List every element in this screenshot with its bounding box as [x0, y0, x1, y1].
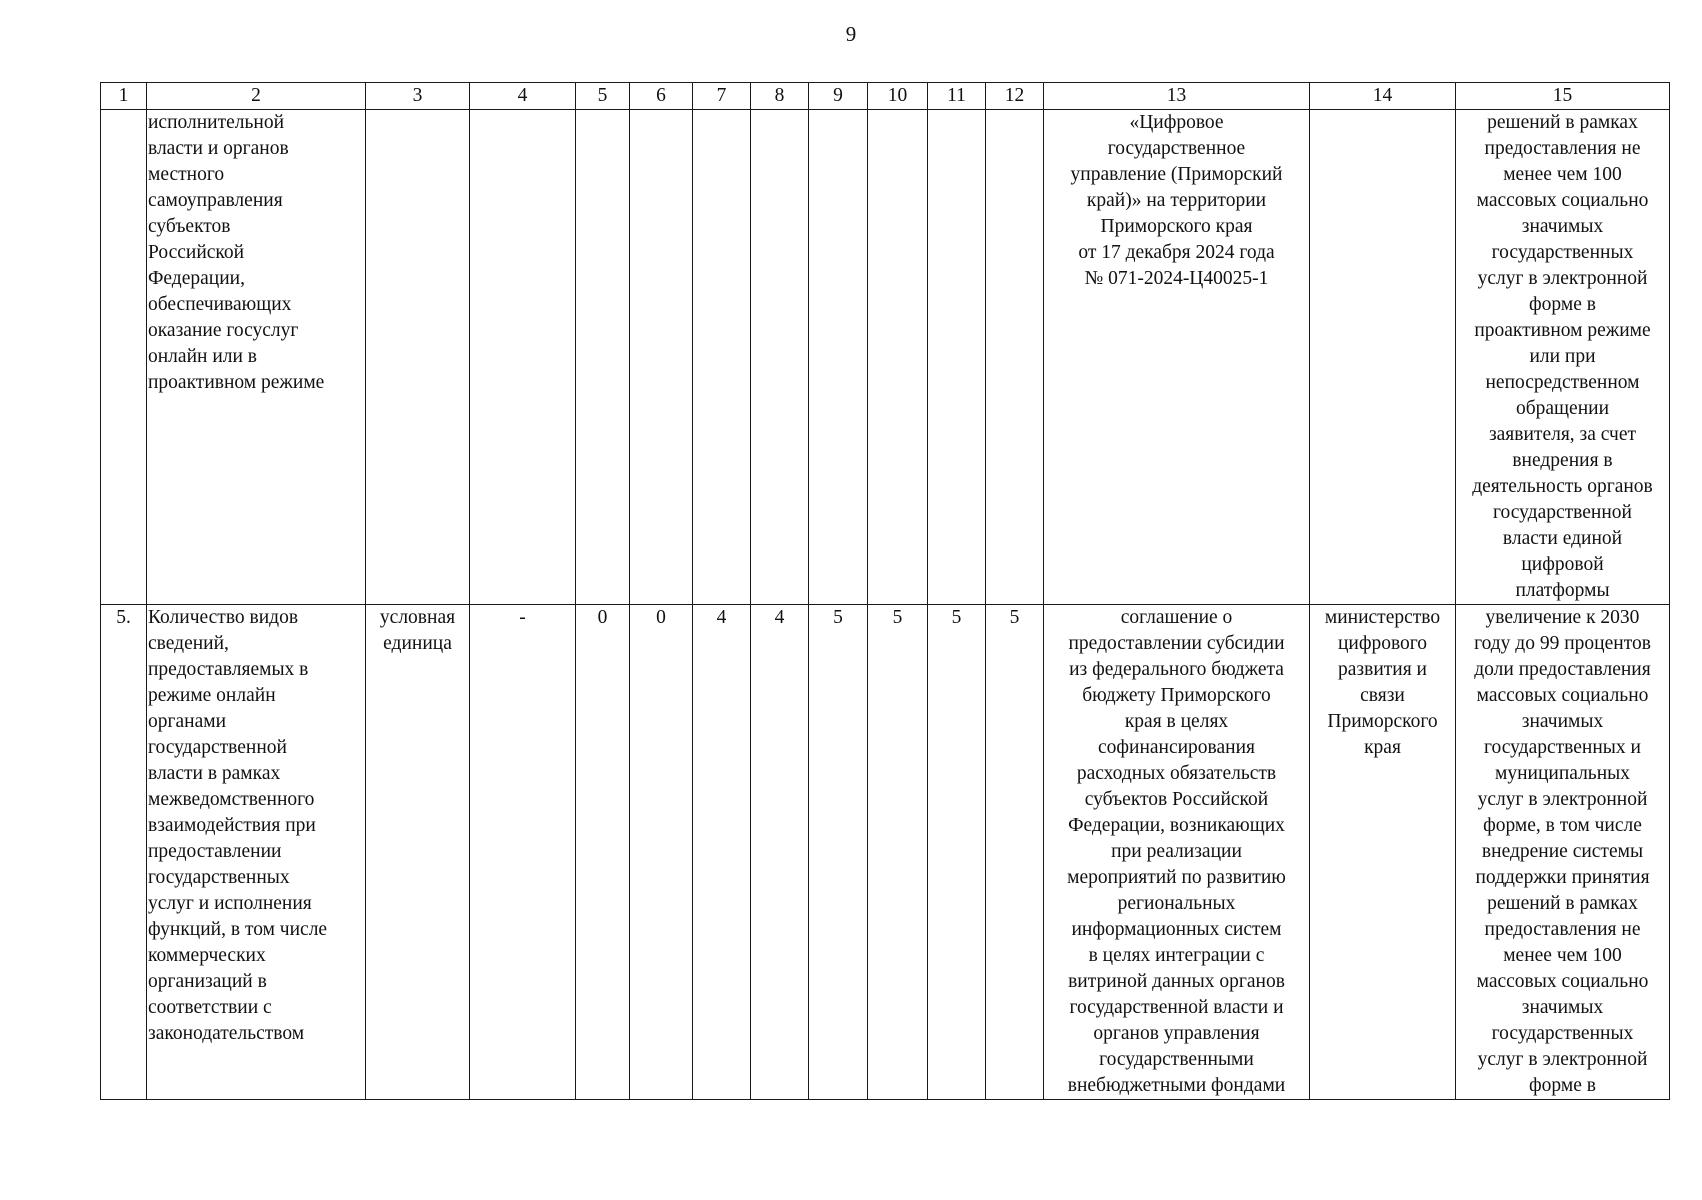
indicators-table: [100, 82, 1670, 1100]
unit-cell: [366, 110, 470, 605]
value-cell-10: [868, 110, 928, 605]
value-cell-6: [630, 110, 693, 605]
result-cell: решений в рамках предоставления не менее чем 100 массовых социально значимых государственных услуг в электронной форме в проактивном режиме или при непосредственном обращении заявителя, за счет внедрения в деятельность органов государственной власти единой цифровой платформы: [1456, 110, 1670, 605]
table-row: [101, 605, 1670, 1100]
column-header-9: 9: [809, 83, 868, 110]
responsible-cell: [1310, 110, 1456, 605]
value-cell-12: 5: [986, 605, 1044, 1100]
value-cell-8: 4: [751, 605, 809, 1100]
column-header-15: 15: [1456, 83, 1670, 110]
unit-cell: условная единица: [366, 605, 470, 1100]
value-cell-9: 5: [809, 605, 868, 1100]
column-header-8: 8: [751, 83, 809, 110]
column-header-6: 6: [630, 83, 693, 110]
column-header-4: 4: [470, 83, 576, 110]
header-row: [101, 83, 1670, 110]
column-header-13: 13: [1044, 83, 1310, 110]
column-header-1: 1: [101, 83, 147, 110]
column-header-11: 11: [928, 83, 986, 110]
value-cell-5: 0: [576, 605, 630, 1100]
column-header-10: 10: [868, 83, 928, 110]
column-header-5: 5: [576, 83, 630, 110]
column-header-14: 14: [1310, 83, 1456, 110]
value-cell-5: [576, 110, 630, 605]
value-cell-4: -: [470, 605, 576, 1100]
agreement-cell: соглашение о предоставлении субсидии из федерального бюджета бюджету Приморского края в целях софинансирования расходных обязательств субъектов Российской Федерации, возникающих при реализации мероприятий по развитию региональных информационных систем в целях интеграции с витриной данных органов государственной власти и органов управления государственными внебюджетными фондами: [1044, 605, 1310, 1100]
value-cell-7: 4: [693, 605, 751, 1100]
value-cell-9: [809, 110, 868, 605]
column-header-12: 12: [986, 83, 1044, 110]
indicator-name-cell: исполнительной власти и органов местного самоуправления субъектов Российской Федерации, обеспечивающих оказание госуслуг онлайн или в проактивном режиме: [147, 110, 366, 605]
page-number: 9: [845, 22, 857, 46]
value-cell-7: [693, 110, 751, 605]
column-header-7: 7: [693, 83, 751, 110]
value-cell-4: [470, 110, 576, 605]
value-cell-12: [986, 110, 1044, 605]
agreement-cell: «Цифровое государственное управление (Приморский край)» на территории Приморского края от 17 декабря 2024 года № 071-2024-Ц40025-1: [1044, 110, 1310, 605]
row-number-cell: [101, 110, 147, 605]
responsible-cell: министерство цифрового развития и связи Приморского края: [1310, 605, 1456, 1100]
value-cell-11: 5: [928, 605, 986, 1100]
column-header-2: 2: [147, 83, 366, 110]
indicator-name-cell: Количество видов сведений, предоставляемых в режиме онлайн органами государственной власти в рамках межведомственного взаимодействия при предоставлении государственных услуг и исполнения функций, в том числе коммерческих организаций в соответствии с законодательством: [147, 605, 366, 1100]
column-header-3: 3: [366, 83, 470, 110]
result-cell: увеличение к 2030 году до 99 процентов доли предоставления массовых социально значимых государственных и муниципальных услуг в электронной форме, в том числе внедрение системы поддержки принятия решений в рамках предоставления не менее чем 100 массовых социально значимых государственных услуг в электронной форме в: [1456, 605, 1670, 1100]
value-cell-6: 0: [630, 605, 693, 1100]
value-cell-10: 5: [868, 605, 928, 1100]
value-cell-11: [928, 110, 986, 605]
table-row: [101, 110, 1670, 605]
value-cell-8: [751, 110, 809, 605]
row-number-cell: 5.: [101, 605, 147, 1100]
